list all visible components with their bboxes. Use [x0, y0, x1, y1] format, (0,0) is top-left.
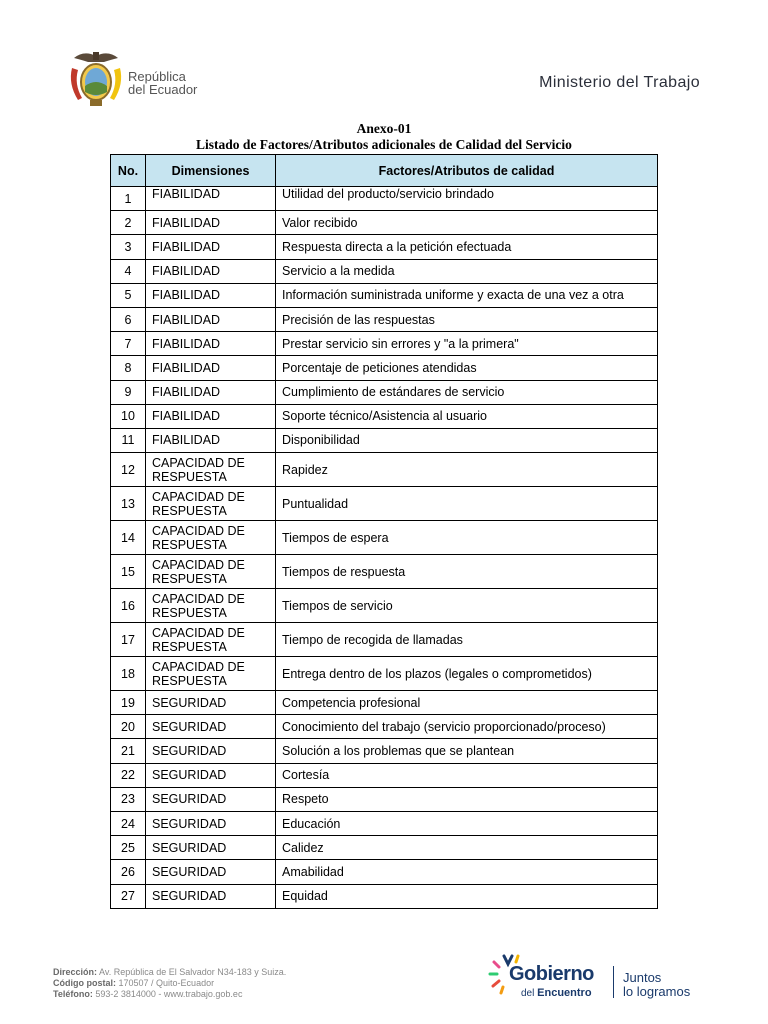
juntos-lo-logramos-label: Juntos lo logramos — [623, 970, 691, 999]
table-row — [111, 235, 658, 259]
table-body — [111, 187, 658, 909]
row-factor: Tiempos de espera — [276, 521, 658, 555]
document-title — [0, 121, 768, 153]
table-row — [111, 521, 658, 555]
del-ecuador-line: del Ecuador — [128, 82, 198, 97]
table-header-row — [111, 155, 658, 187]
row-factor: Rapidez — [276, 453, 658, 487]
row-factor: Puntualidad — [276, 487, 658, 521]
row-number: 20 — [111, 715, 146, 739]
row-number: 27 — [111, 884, 146, 908]
row-factor: Prestar servicio sin errores y "a la primera" — [276, 332, 658, 356]
row-factor: Disponibilidad — [276, 428, 658, 452]
table-row — [111, 589, 658, 623]
row-factor: Servicio a la medida — [276, 259, 658, 283]
del-encuentro-wordmark: del Encuentro — [521, 987, 592, 999]
row-factor: Calidez — [276, 836, 658, 860]
table-row — [111, 487, 658, 521]
table-row — [111, 380, 658, 404]
row-factor: Soporte técnico/Asistencia al usuario — [276, 404, 658, 428]
row-factor: Tiempos de servicio — [276, 589, 658, 623]
row-dimension: CAPACIDAD DE RESPUESTA — [146, 487, 276, 521]
row-dimension: CAPACIDAD DE RESPUESTA — [146, 589, 276, 623]
row-number: 4 — [111, 259, 146, 283]
quality-factors-table — [110, 154, 658, 909]
row-dimension: SEGURIDAD — [146, 860, 276, 884]
row-dimension: FIABILIDAD — [146, 283, 276, 307]
row-number: 22 — [111, 763, 146, 787]
row-dimension: SEGURIDAD — [146, 787, 276, 811]
row-dimension: SEGURIDAD — [146, 763, 276, 787]
row-number: 3 — [111, 235, 146, 259]
table-row — [111, 691, 658, 715]
table-row — [111, 860, 658, 884]
row-factor: Entrega dentro de los plazos (legales o comprometidos) — [276, 657, 658, 691]
table-row — [111, 404, 658, 428]
table-row — [111, 787, 658, 811]
row-number: 9 — [111, 380, 146, 404]
header-factores: Factores/Atributos de calidad — [276, 155, 658, 187]
row-dimension: FIABILIDAD — [146, 211, 276, 235]
table-row — [111, 657, 658, 691]
ecuador-coat-of-arms-icon — [66, 48, 126, 110]
row-factor: Valor recibido — [276, 211, 658, 235]
row-number: 11 — [111, 428, 146, 452]
republica-line: República — [128, 69, 186, 84]
row-dimension: CAPACIDAD DE RESPUESTA — [146, 521, 276, 555]
table-row — [111, 739, 658, 763]
row-dimension: SEGURIDAD — [146, 739, 276, 763]
row-number: 12 — [111, 453, 146, 487]
row-factor: Respuesta directa a la petición efectuada — [276, 235, 658, 259]
row-factor: Porcentaje de peticiones atendidas — [276, 356, 658, 380]
row-number: 15 — [111, 555, 146, 589]
footer-codigo: Código postal: 170507 / Quito-Ecuador — [53, 978, 215, 988]
row-dimension: SEGURIDAD — [146, 691, 276, 715]
row-number: 19 — [111, 691, 146, 715]
row-factor: Educación — [276, 812, 658, 836]
table-row — [111, 332, 658, 356]
row-factor: Tiempos de respuesta — [276, 555, 658, 589]
table-row — [111, 187, 658, 211]
row-number: 18 — [111, 657, 146, 691]
row-dimension: FIABILIDAD — [146, 356, 276, 380]
row-factor: Precisión de las respuestas — [276, 307, 658, 331]
table-row — [111, 623, 658, 657]
table-row — [111, 356, 658, 380]
page-header — [0, 0, 768, 120]
row-dimension: FIABILIDAD — [146, 259, 276, 283]
table-row — [111, 428, 658, 452]
header-dimensiones: Dimensiones — [146, 155, 276, 187]
row-dimension: FIABILIDAD — [146, 307, 276, 331]
row-dimension: CAPACIDAD DE RESPUESTA — [146, 657, 276, 691]
table-row — [111, 259, 658, 283]
row-number: 26 — [111, 860, 146, 884]
row-dimension: FIABILIDAD — [146, 404, 276, 428]
row-dimension: FIABILIDAD — [146, 332, 276, 356]
republica-del-ecuador-label — [128, 70, 197, 96]
row-dimension: CAPACIDAD DE RESPUESTA — [146, 555, 276, 589]
list-title: Listado de Factores/Atributos adicionales de Calidad del Servicio — [196, 137, 572, 152]
row-dimension: FIABILIDAD — [146, 235, 276, 259]
row-number: 17 — [111, 623, 146, 657]
row-factor: Solución a los problemas que se plantean — [276, 739, 658, 763]
table-row — [111, 763, 658, 787]
row-factor: Cumplimiento de estándares de servicio — [276, 380, 658, 404]
table-row — [111, 283, 658, 307]
row-number: 5 — [111, 283, 146, 307]
row-number: 8 — [111, 356, 146, 380]
row-dimension: CAPACIDAD DE RESPUESTA — [146, 453, 276, 487]
row-factor: Cortesía — [276, 763, 658, 787]
annex-title: Anexo-01 — [356, 121, 412, 136]
row-factor: Competencia profesional — [276, 691, 658, 715]
row-number: 7 — [111, 332, 146, 356]
row-factor: Tiempo de recogida de llamadas — [276, 623, 658, 657]
row-dimension: FIABILIDAD — [146, 380, 276, 404]
row-number: 2 — [111, 211, 146, 235]
row-number: 6 — [111, 307, 146, 331]
row-factor: Equidad — [276, 884, 658, 908]
row-number: 25 — [111, 836, 146, 860]
header-no: No. — [111, 155, 146, 187]
ministerio-label: Ministerio del Trabajo — [539, 74, 700, 91]
gobierno-wordmark: Gobierno — [509, 963, 594, 985]
row-dimension: SEGURIDAD — [146, 812, 276, 836]
row-number: 16 — [111, 589, 146, 623]
row-number: 24 — [111, 812, 146, 836]
footer-divider — [613, 966, 614, 998]
row-number: 1 — [111, 187, 146, 211]
row-factor: Información suministrada uniforme y exacta de una vez a otra — [276, 283, 658, 307]
footer-telefono: Teléfono: 593-2 3814000 - www.trabajo.gob.ec — [53, 989, 243, 999]
footer-address — [53, 967, 286, 1000]
table-row — [111, 812, 658, 836]
row-dimension: FIABILIDAD — [146, 428, 276, 452]
row-number: 21 — [111, 739, 146, 763]
table-row — [111, 884, 658, 908]
row-number: 10 — [111, 404, 146, 428]
row-factor: Conocimiento del trabajo (servicio proporcionado/proceso) — [276, 715, 658, 739]
table-row — [111, 211, 658, 235]
footer-direccion: Dirección: Av. República de El Salvador N34-183 y Suiza. — [53, 967, 287, 977]
row-dimension: SEGURIDAD — [146, 715, 276, 739]
row-dimension: FIABILIDAD — [146, 187, 276, 211]
row-number: 14 — [111, 521, 146, 555]
row-number: 13 — [111, 487, 146, 521]
row-factor: Respeto — [276, 787, 658, 811]
row-number: 23 — [111, 787, 146, 811]
table-row — [111, 453, 658, 487]
table-row — [111, 307, 658, 331]
table-row — [111, 555, 658, 589]
row-dimension: SEGURIDAD — [146, 836, 276, 860]
row-dimension: CAPACIDAD DE RESPUESTA — [146, 623, 276, 657]
table-row — [111, 715, 658, 739]
row-factor: Utilidad del producto/servicio brindado — [276, 187, 658, 211]
row-dimension: SEGURIDAD — [146, 884, 276, 908]
row-factor: Amabilidad — [276, 860, 658, 884]
table-row — [111, 836, 658, 860]
